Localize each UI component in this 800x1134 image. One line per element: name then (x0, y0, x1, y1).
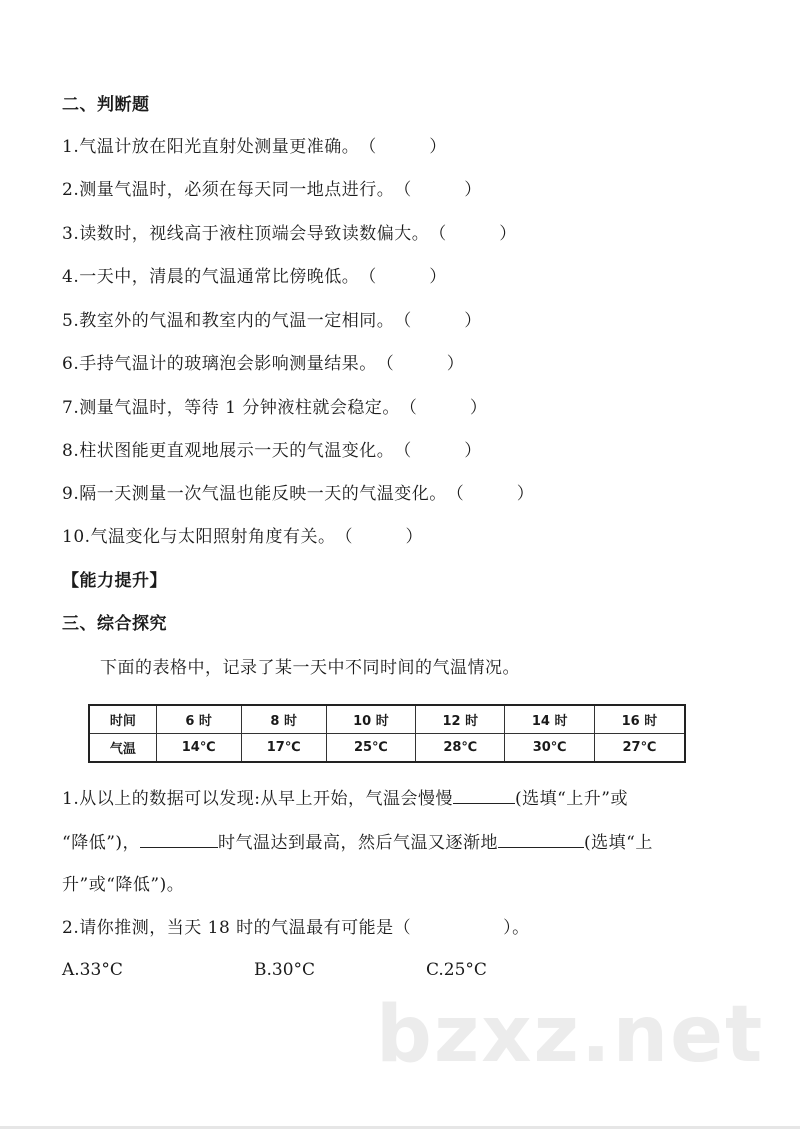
page-bottom-edge (0, 1126, 800, 1129)
answer-paren[interactable]: （ ） (394, 311, 482, 331)
answer-paren[interactable]: （ ） (335, 527, 424, 547)
table-cell: 30℃ (505, 734, 594, 763)
table-cell: 6 时 (156, 705, 241, 734)
fill-blank[interactable] (453, 787, 515, 804)
inquiry-question-1-line-2: “降低”)， 时气温达到最高，然后气温又逐渐地 (选填“上 (62, 833, 653, 853)
judgment-question-5: 5.教室外的气温和教室内的气温一定相同。（ ） (62, 311, 482, 331)
watermark: bzxz.net (376, 990, 765, 1080)
judgment-question-10: 10.气温变化与太阳照射角度有关。（ ） (62, 527, 424, 547)
inquiry-question-1-line-1: 1.从以上的数据可以发现:从早上开始，气温会慢慢 (选填“上升”或 (62, 789, 628, 809)
table-intro: 下面的表格中，记录了某一天中不同时间的气温情况。 (100, 658, 520, 678)
inquiry-question-2: 2.请你推测，当天 18 时的气温最有可能是（ ）。 (62, 918, 530, 938)
answer-paren[interactable]: （ ） (394, 441, 482, 461)
table-cell: 14 时 (505, 705, 594, 734)
table-cell: 12 时 (416, 705, 505, 734)
table-cell: 27℃ (594, 734, 685, 763)
answer-paren[interactable]: （ ） (446, 484, 535, 504)
option-b[interactable]: B.30°C (254, 960, 316, 980)
fill-blank[interactable] (498, 831, 584, 848)
inquiry-question-1-line-3: 升”或“降低”)。 (62, 875, 185, 895)
table-cell: 14℃ (156, 734, 241, 763)
judgment-question-2: 2.测量气温时，必须在每天同一地点进行。（ ） (62, 180, 482, 200)
table-cell: 16 时 (594, 705, 685, 734)
answer-paren[interactable]: （ ） (429, 224, 517, 244)
table-cell: 10 时 (326, 705, 415, 734)
judgment-question-1: 1.气温计放在阳光直射处测量更准确。（ ） (62, 137, 447, 157)
answer-paren[interactable]: （ ） (359, 137, 447, 157)
judgment-question-3: 3.读数时，视线高于液柱顶端会导致读数偏大。（ ） (62, 224, 517, 244)
judgment-question-4: 4.一天中，清晨的气温通常比傍晚低。（ ） (62, 267, 447, 287)
table-cell: 气温 (89, 734, 156, 763)
table-cell: 8 时 (241, 705, 326, 734)
judgment-question-8: 8.柱状图能更直观地展示一天的气温变化。（ ） (62, 441, 482, 461)
answer-paren[interactable]: （ ） (376, 354, 465, 374)
table-row (89, 705, 685, 734)
fill-blank[interactable] (140, 831, 218, 848)
table-row (89, 734, 685, 763)
judgment-question-6: 6.手持气温计的玻璃泡会影响测量结果。（ ） (62, 354, 465, 374)
judgment-question-9: 9.隔一天测量一次气温也能反映一天的气温变化。（ ） (62, 484, 535, 504)
answer-paren[interactable]: （ ） (359, 267, 447, 287)
temperature-table (88, 704, 686, 763)
option-a[interactable]: A.33°C (62, 960, 123, 980)
option-c[interactable]: C.25°C (426, 960, 487, 980)
table-cell: 25℃ (326, 734, 415, 763)
section-2-heading: 二、判断题 (62, 95, 150, 115)
judgment-question-7: 7.测量气温时，等待 1 分钟液柱就会稳定。（ ） (62, 398, 488, 418)
ability-heading: 【能力提升】 (62, 571, 167, 591)
table-cell: 时间 (89, 705, 156, 734)
answer-paren[interactable]: （ ） (394, 180, 482, 200)
table-cell: 17℃ (241, 734, 326, 763)
table-cell: 28℃ (416, 734, 505, 763)
section-3-heading: 三、综合探究 (62, 614, 167, 634)
answer-paren[interactable]: （ ） (399, 398, 488, 418)
